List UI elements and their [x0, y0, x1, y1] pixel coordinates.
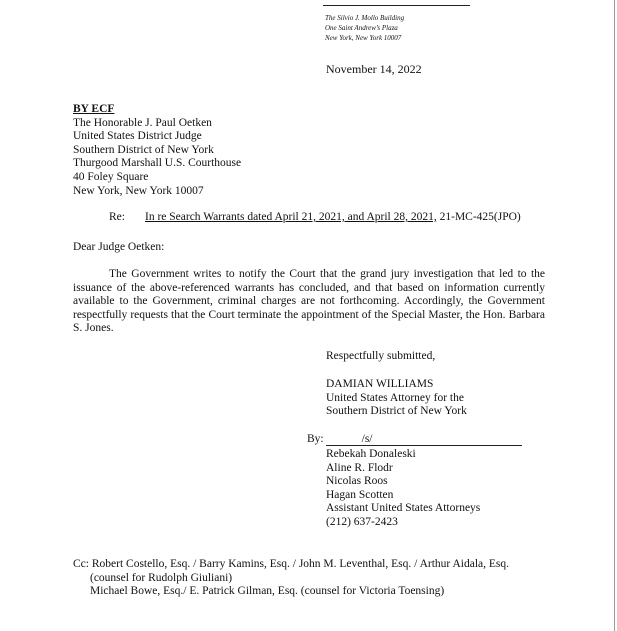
address-line: New York, New York 10007: [325, 34, 402, 42]
by-label: By:: [307, 433, 324, 445]
signer-title: United States Attorney for the: [326, 391, 464, 404]
attorney-line: (212) 637-2423: [326, 515, 398, 528]
signature-line: /s/: [326, 433, 522, 446]
body-paragraph: The Government writes to notify the Court that the grand jury investigation that led to the issuance of the above-referenced warrants has concluded, and that based on information currently available to the Government, criminal charges are not forthcoming. Accordingly, the Government respectfully requests that the Court terminate the appointment of the Special Master, the Hon. Barbara S. Jones.: [73, 268, 545, 335]
attorney-line: Nicolas Roos: [326, 475, 388, 488]
letterhead-address: [325, 13, 404, 43]
letterhead-rule: [323, 5, 470, 6]
by-line: [307, 433, 522, 447]
attorney-line: Hagan Scotten: [326, 488, 394, 501]
salutation: Dear Judge Oetken:: [73, 241, 165, 253]
signer-title: Southern District of New York: [326, 405, 467, 418]
re-case-number: 21-MC-425(JPO): [436, 211, 521, 223]
closing: Respectfully submitted,: [326, 350, 436, 362]
recipient-block: [73, 103, 241, 198]
recipient-line: The Honorable J. Paul Oetken: [73, 116, 212, 129]
recipient-line: 40 Foley Square: [73, 170, 149, 183]
attorney-line: Aline R. Flodr: [326, 461, 393, 474]
signer-name: DAMIAN WILLIAMS: [326, 378, 434, 390]
cc-line: Cc: Robert Costello, Esq. / Barry Kamins, Esq. / John M. Leventhal, Esq. / Arthur Aidala, Esq.: [73, 558, 509, 570]
recipient-line: United States District Judge: [73, 130, 202, 143]
re-label: Re:: [109, 211, 125, 223]
signature-block: [326, 378, 467, 419]
re-line: [109, 211, 521, 225]
recipient-line: Thurgood Marshall U.S. Courthouse: [73, 157, 242, 170]
attorney-list: [326, 448, 480, 530]
attorney-line: Assistant United States Attorneys: [326, 502, 481, 515]
attorney-line: Rebekah Donaleski: [326, 448, 416, 460]
cc-line: (counsel for Rudolph Giuliani): [90, 571, 233, 584]
cc-line: Michael Bowe, Esq./ E. Patrick Gilman, Esq. (counsel for Victoria Toensing): [90, 585, 445, 598]
cc-block: [73, 558, 553, 599]
address-line: One Saint Andrew’s Plaza: [325, 24, 398, 32]
recipient-line: New York, New York 10007: [73, 184, 204, 197]
delivery-method: BY ECF: [73, 103, 115, 115]
letter-date: November 14, 2022: [326, 62, 422, 76]
recipient-line: Southern District of New York: [73, 143, 214, 156]
address-line: The Silvio J. Mollo Building: [325, 14, 405, 22]
re-title: In re Search Warrants dated April 21, 2021, and April 28, 2021,: [145, 211, 437, 223]
